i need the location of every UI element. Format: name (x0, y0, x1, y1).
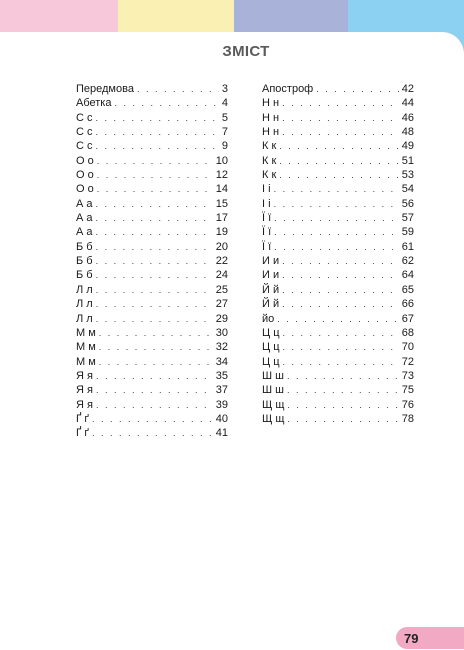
dot-leader (316, 82, 399, 96)
toc-entry[interactable] (76, 111, 228, 125)
toc-entry-page: 12 (215, 169, 228, 182)
dot-leader (99, 326, 213, 340)
toc-entry[interactable] (262, 383, 414, 397)
dot-leader (277, 312, 398, 326)
toc-entry-label: йо (262, 312, 275, 325)
toc-entry-page: 49 (401, 140, 414, 153)
toc-entry-label: Б б (76, 255, 93, 268)
toc-entry-label: Л л (76, 283, 93, 296)
toc-entry-page: 73 (401, 369, 414, 382)
dot-leader (96, 125, 219, 139)
dot-leader (97, 168, 213, 182)
toc-entry[interactable] (76, 326, 228, 340)
toc-entry-label: К к (262, 169, 277, 182)
dot-leader (274, 240, 399, 254)
toc-entry[interactable] (262, 254, 414, 268)
dot-leader (274, 182, 399, 196)
dot-leader (97, 182, 213, 196)
toc-entry[interactable] (262, 211, 414, 225)
toc-entry-page: 15 (215, 197, 228, 210)
dot-leader (274, 211, 399, 225)
dot-leader (282, 254, 399, 268)
toc-entry-page: 5 (221, 111, 228, 124)
toc-entry-label: Щ щ (262, 412, 285, 425)
toc-entry[interactable] (76, 426, 228, 440)
toc-entry[interactable] (262, 168, 414, 182)
toc-entry-page: 66 (401, 298, 414, 311)
dot-leader (279, 139, 398, 153)
dot-leader (96, 268, 213, 282)
toc-entry[interactable] (262, 96, 414, 110)
toc-entry-page: 40 (215, 412, 228, 425)
toc-entry-page: 61 (401, 240, 414, 253)
dot-leader (279, 168, 398, 182)
dot-leader (282, 268, 399, 282)
toc-entry[interactable] (262, 340, 414, 354)
toc-entry-page: 10 (215, 154, 228, 167)
dot-leader (282, 111, 399, 125)
dot-leader (96, 369, 213, 383)
toc-entry-page: 24 (215, 269, 228, 282)
toc-entry[interactable] (76, 139, 228, 153)
toc-entry[interactable] (76, 383, 228, 397)
toc-entry-page: 57 (401, 212, 414, 225)
toc-entry-label: И и (262, 269, 280, 282)
toc-entry-page: 32 (215, 341, 228, 354)
toc-entry[interactable] (76, 312, 228, 326)
dot-leader (283, 326, 399, 340)
toc-entry[interactable] (262, 398, 414, 412)
toc-entry-label: Ґ ґ (76, 427, 89, 440)
toc-entry[interactable] (76, 82, 228, 96)
toc-entry[interactable] (262, 182, 414, 196)
dot-leader (287, 383, 399, 397)
page-number: 79 (404, 630, 419, 646)
dot-leader (96, 139, 219, 153)
dot-leader (96, 297, 213, 311)
toc-entry-label: Ш ш (262, 369, 284, 382)
toc-entry-page: 22 (215, 255, 228, 268)
toc-entry-label: С с (76, 140, 93, 153)
toc-entry[interactable] (76, 154, 228, 168)
toc-entry[interactable] (76, 283, 228, 297)
page-number-tab (396, 627, 464, 649)
toc-entry-label: Н н (262, 111, 280, 124)
toc-entry-page: 17 (215, 212, 228, 225)
dot-leader (283, 340, 399, 354)
toc-entry[interactable] (76, 211, 228, 225)
dot-leader (287, 398, 398, 412)
dot-leader (282, 297, 399, 311)
toc-entry-label: Я я (76, 384, 93, 397)
dot-leader (96, 283, 213, 297)
toc-entry-page: 4 (221, 97, 228, 110)
dot-leader (92, 412, 213, 426)
toc-entry-label: О о (76, 183, 94, 196)
toc-entry[interactable] (76, 182, 228, 196)
toc-entry[interactable] (262, 125, 414, 139)
toc-entry-label: Н н (262, 126, 280, 139)
toc-entry[interactable] (262, 283, 414, 297)
toc-entry-page: 44 (401, 97, 414, 110)
dot-leader (96, 398, 213, 412)
toc-entry-page: 76 (401, 398, 414, 411)
toc-entry[interactable] (76, 369, 228, 383)
toc-entry[interactable] (262, 326, 414, 340)
toc-entry-page: 25 (215, 283, 228, 296)
dot-leader (99, 355, 213, 369)
dot-leader (96, 383, 213, 397)
toc-entry-page: 27 (215, 298, 228, 311)
toc-entry-label: С с (76, 111, 93, 124)
toc-entry-label: К к (262, 140, 277, 153)
toc-entry-label: Я я (76, 369, 93, 382)
dot-leader (274, 225, 399, 239)
dot-leader (274, 197, 399, 211)
toc-entry-label: А а (76, 197, 93, 210)
dot-leader (282, 283, 399, 297)
toc-entry-page: 7 (221, 126, 228, 139)
toc-entry[interactable] (76, 125, 228, 139)
toc-entry-label: Передмова (76, 83, 134, 95)
toc-entry-page: 56 (401, 197, 414, 210)
page-title: ЗМІСТ (222, 43, 270, 60)
toc-entry-page: 78 (401, 412, 414, 425)
toc-entry-label: Ц ц (262, 326, 280, 339)
toc-entry-label: Б б (76, 269, 93, 282)
toc-entry[interactable] (262, 139, 414, 153)
toc-entry-page: 59 (401, 226, 414, 239)
dot-leader (283, 355, 399, 369)
toc-entry-label: Ї ї (262, 240, 272, 253)
toc-entry-label: Я я (76, 398, 93, 411)
toc-entry-page: 30 (215, 326, 228, 339)
dot-leader (92, 426, 213, 440)
toc-entry-label: И и (262, 255, 280, 268)
toc-entry-page: 51 (401, 154, 414, 167)
toc-entry-page: 75 (401, 384, 414, 397)
toc-entry-label: Абетка (76, 97, 112, 110)
dot-leader (137, 82, 219, 96)
toc-entry[interactable] (262, 197, 414, 211)
toc-entry-page: 53 (401, 169, 414, 182)
toc-entry-page: 70 (401, 341, 414, 354)
toc-entry-page: 34 (215, 355, 228, 368)
toc-entry-page: 39 (215, 398, 228, 411)
toc-entry-page: 54 (401, 183, 414, 196)
toc-entry-page: 3 (221, 83, 228, 95)
toc-entry-page: 72 (401, 355, 414, 368)
toc-entry-label: І і (262, 183, 271, 196)
toc-entry-page: 9 (221, 140, 228, 153)
toc-entry[interactable] (262, 111, 414, 125)
toc-entry-page: 19 (215, 226, 228, 239)
toc-entry[interactable] (76, 225, 228, 239)
toc-left-column (76, 82, 228, 441)
toc-entry[interactable] (76, 268, 228, 282)
toc-entry-label: М м (76, 326, 96, 339)
toc-entry-label: А а (76, 212, 93, 225)
dot-leader (96, 197, 213, 211)
toc-entry-label: О о (76, 169, 94, 182)
toc-entry-page: 42 (401, 83, 414, 95)
dot-leader (282, 96, 399, 110)
toc-entry[interactable] (262, 225, 414, 239)
toc-entry-label: М м (76, 355, 96, 368)
toc-entry[interactable] (262, 240, 414, 254)
toc-entry-label: Ц ц (262, 341, 280, 354)
toc-entry-page: 65 (401, 283, 414, 296)
toc-entry[interactable] (262, 412, 414, 426)
toc-right-column (262, 82, 414, 426)
toc-entry-label: Л л (76, 298, 93, 311)
dot-leader (97, 154, 213, 168)
toc-entry-label: І і (262, 197, 271, 210)
toc-entry-label: Щ щ (262, 398, 285, 411)
toc-entry[interactable] (76, 197, 228, 211)
dot-leader (96, 240, 213, 254)
toc-entry-label: К к (262, 154, 277, 167)
toc-entry-page: 20 (215, 240, 228, 253)
toc-entry[interactable] (76, 96, 228, 110)
toc-entry-page: 35 (215, 369, 228, 382)
toc-entry-label: Ї ї (262, 226, 272, 239)
toc-entry[interactable] (76, 340, 228, 354)
toc-entry[interactable] (262, 297, 414, 311)
dot-leader (96, 254, 213, 268)
toc-entry-label: Ц ц (262, 355, 280, 368)
toc-entry-label: О о (76, 154, 94, 167)
toc-entry-label: Ш ш (262, 384, 284, 397)
toc-entry[interactable] (76, 254, 228, 268)
toc-entry[interactable] (262, 82, 414, 96)
dot-leader (96, 111, 219, 125)
toc-entry-label: Й й (262, 283, 280, 296)
toc-entry[interactable] (76, 412, 228, 426)
toc-entry-label: С с (76, 126, 93, 139)
toc-entry[interactable] (76, 297, 228, 311)
toc-entry-label: Л л (76, 312, 93, 325)
toc-entry[interactable] (262, 355, 414, 369)
toc-entry-label: Б б (76, 240, 93, 253)
toc-entry-page: 68 (401, 326, 414, 339)
toc-entry-page: 29 (215, 312, 228, 325)
dot-leader (96, 312, 213, 326)
toc-entry-label: Ґ ґ (76, 412, 89, 425)
toc-entry[interactable] (262, 268, 414, 282)
toc-entry-label: М м (76, 341, 96, 354)
toc-entry[interactable] (76, 355, 228, 369)
dot-leader (114, 96, 218, 110)
toc-entry-page: 37 (215, 384, 228, 397)
dot-leader (279, 154, 398, 168)
toc-entry-page: 62 (401, 255, 414, 268)
dot-leader (282, 125, 399, 139)
toc-entry[interactable] (76, 240, 228, 254)
toc-entry-label: А а (76, 226, 93, 239)
toc-entry-page: 48 (401, 126, 414, 139)
toc-entry[interactable] (262, 312, 414, 326)
toc-entry-label: Апостроф (262, 83, 314, 95)
toc-entry-page: 41 (215, 427, 228, 440)
toc-entry[interactable] (76, 168, 228, 182)
dot-leader (96, 225, 213, 239)
dot-leader (287, 412, 398, 426)
toc-entry[interactable] (76, 398, 228, 412)
toc-entry-label: Н н (262, 97, 280, 110)
toc-entry-page: 14 (215, 183, 228, 196)
toc-entry-label: Ї ї (262, 212, 272, 225)
dot-leader (99, 340, 213, 354)
toc-entry-page: 67 (401, 312, 414, 325)
toc-entry[interactable] (262, 154, 414, 168)
toc-entry-page: 64 (401, 269, 414, 282)
dot-leader (96, 211, 213, 225)
toc-entry-page: 46 (401, 111, 414, 124)
toc-entry-label: Й й (262, 298, 280, 311)
toc-entry[interactable] (262, 369, 414, 383)
dot-leader (287, 369, 399, 383)
